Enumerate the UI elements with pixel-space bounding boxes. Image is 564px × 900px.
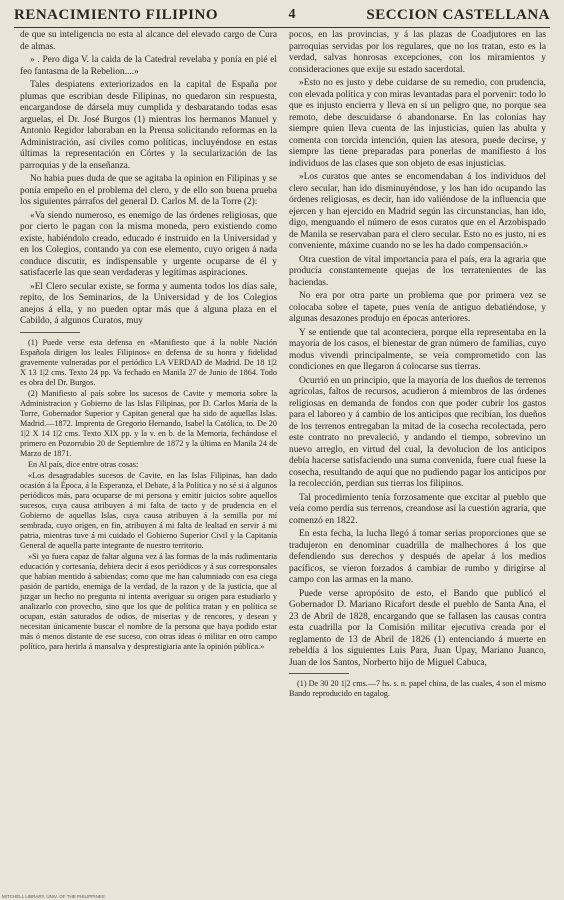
footnote-divider [289, 673, 349, 674]
page-header [14, 3, 550, 28]
paragraph: »Los curatos que antes se encomendaban á los individuos del clero secular, han ido disminuyéndose, y los han ido ocupando las órdenes religiosas, es decir, han ido valiéndose de la influencia que ejercen y han ejercido en Madrid según las circunstancias, han ido, digo, menguando el número de esos curatos que en el Arzobispado de Manila se reservaban para el clero secular. Esto no es justo, ni es conveniente, máxime cuando no se les ha dado compensación.» [289, 172, 546, 251]
paragraph: de que su inteligencia no esta al alcance del elevado cargo de Cura de almas. [20, 30, 277, 52]
paragraph: Ocurrió en un principio, que la mayoría de los dueños de terrenos agrícolas, faltos de recursos, acudieron á miembros de las órdenes religiosas en demanda de fondos con que poder cubrir los gastos para el laboreo y á cambio de los anticipos que recibían, los dueños de los terrenos entregaban la mitad de la cosecha recolectada, pero este contrato no prevaleció, y andando el tiempo, sobrevino un nuevo arreglo, en virtud del cual, la devolucion de los anticipos debía hacerse satisfaciendo una suma convenida, fuere cual fuese la cosecha, resultando de aquí que no pudiendo pagar los anticipos por la recolección, perdian sus tierras los filipinos. [289, 375, 546, 489]
footnote-divider [20, 332, 80, 333]
paragraph: »Esto no es justo y debe cuidarse de su remedio, con prudencia, con elevada política y con miras levantadas para el porvenir: todo lo que es injusto encierra y lleva en sí un peligro que, no porque sea remoto, debe descuidarse ó abandonarse. En las colonias hay siempre quien lleva cuenta de las injusticias, quien las abulta y comenta con torcida intención, quien las atesora, puede decirse, y siempre las tiene preparadas para ponerlas de manifiesto á los individuos de las clases que son objeto de esas injusticias. [289, 78, 546, 169]
footnotes [20, 338, 277, 652]
paragraph: Y se entiende que tal aconteciera, porque ella representaba en la mayoría de los casos, el bienestar de gran número de familias, cuyo modus vivendi principalmente, se veía comprometido con las condiciones en que llegaron á colocarse sus tierras. [289, 327, 546, 372]
paragraph: Otra cuestion de vital importancia para el país, era la agraria que producía constantemente quejas de los terratenientes de las haciendas. [289, 254, 546, 288]
paragraph: »El Clero secular existe, se forma y aumenta todos los días sale, repito, de los Seminarios, de la Universidad y de los Colegios anejos á ella, y no pueden optar más que á alguna plaza en el Cabildo, á algunos Curatos, muy [20, 281, 277, 326]
footnote: (2) Manifiesto al país sobre los sucesos de Cavite y memoria sobre la Administracion y Gobierno de las Islas Filipinas, por D. Carlos María de la Torre, Gobernador Superior y Capitan general que ha sido de aquellas Islas. Madrid.—1872. Imprenta de Gregorio Hernando, Isabel la Católica, to. De 20 1|2 X 14 1|2 cms. Texto XIX pp. y la v. en b. de la Memoria, fechándose el primero en Pozorrubio 20 de Septiembre de 1872 y la última en Manila 24 de Marzo de 1871. [20, 388, 277, 458]
footnote: En Al país, dice entre otras cosas: [28, 459, 139, 469]
paragraph: Puede verse apropósito de esto, el Bando que publicó el Gobernador D. Mariano Ricafort desde el pueblo de Santa Ana, el 23 de Abril de 1828, encargando que se fallasen las causas contra esta cuadrilla por la Comisión militar ejecutiva creada por el reglamento de 13 de Abril de 1826 (1) entenciando á muerte en rebeldía á los siguientes Luis Para, Juan Upay, Mariano Juanco, Juan de los Santos, Norberto hijo de Miguel Cabuca, [289, 588, 546, 668]
left-column [20, 30, 277, 894]
paragraph: Tales despiatens exteriorizados en la capital de España por plumas que escribian desde Filipinas, no quedaron sin respuesta, encargandose de dársela muy cumplida y desbaratando todas esas arguelas, el Dr. José Burgos (1) mientras los hermanos Manuel y Antonio Regidor laboraban en la Prensa solicitando reformas en la Administración, así civiles como políticas, incluyéndose en estas últimas la representación en Córtes y la secularización de las parroquias y de la enseñanza. [20, 80, 277, 171]
paragraph: Tal procedimiento tenía forzosamente que excitar al pueblo que veía como perdía sus terrenos, creandose así la cuestión agraria, que comenzó en 1822. [289, 492, 546, 526]
footnote: (1) De 30 20 1|2 cms.—7 hs. s. n. papel china, de las cuales, 4 son el mismo Bando reproducido en tagalog. [289, 679, 546, 698]
footnote: «Los desagradables sucesos de Cavite, en las Islas Filipinas, han dado ocasión á la Época, á la Esperanza, el Debate, á la Política y no sé si á algunos periódicos más, para ocuparse de mi persona y emitir juicios sobre aquellos sucesos, cuya causa atribuyen á mi falta de tacto y de prudencia en el Gobierno de aquellas Islas, cuya causa atribuyen á la semilla por mí sembrada, cuyo origen, en fin, atribuyen á mi falta de lealtad en servir á mi patria, mientras tuve á mi cuidado el Gobierno Superior Civil y la Capitanía General de aquella parte integrante de nuestro territorio. [20, 470, 277, 550]
header-title: RENACIMIENTO FILIPINO [14, 6, 218, 23]
paragraph: No era por otra parte un problema que por primera vez se colocaba sobre el tapete, pues venía de antiguo debatiéndose, y algunas desazones produjo en épocas anteriores. [289, 291, 546, 324]
header-section: SECCION CASTELLANA [366, 6, 550, 23]
footnote: »Si yo fuera capaz de faltar alguna vez á las formas de la más rudimentaria educación y cortesanía, debiera decir á esos periódicos y á sus corresponsales que habían mentido á sabiendas; como que me han calumniado con esa ciega pasión de partido, enemiga de la verdad, de la razon y de la justicia, que al juzgar un hecho no pregunta ni intenta averiguar su origen para estudiarlo y analizarlo con provecho, sino que los que de política tratan y en política se ocupan, están saturados de odios, de miserias y de rencores, y desean y necesitan únicamente buscar el nombre de la persona que haya podido estar más ó menos distante de ese suceso, con otras ideas ó militar en otro campo político, para herirla á mansalva y desprestigiaria ante la opinión pública.» [20, 551, 277, 651]
paragraph: No habia pues duda de que se agitaba la opinion en Filipinas y se ponía empeño en el problema del clero, y de ello son buena prueba los siguientes párrafos del general D. Carlos M. de la Torre (2): [20, 174, 277, 207]
library-footer: MITCHELL LIBRARY, UNIV. OF THE PHILIPPINES [2, 894, 105, 899]
paragraph: » . Pero diga V. la caida de la Catedral revelaba y ponía en pié el feo fantasma de la Rebelion....» [20, 55, 277, 77]
footnote: (1) Puede verse esta defensa en «Manifiesto que á la noble Nación Española dirigen los leales Filipinos» en defensa de su honra y fidelidad gravemente vulneradas por el periódico LA VERDAD de Madrid. De 18 1|2 X 13 1|2 cms. Texto 24 pp. Va fechado en Manila 27 de Junio de 1864. Todo es obra del Dr. Burgos. [20, 337, 277, 387]
paragraph: pocos, en las provincias, y á las plazas de Coadjutores en las parroquias servidas por los regulares, que no los tratan, esto es la verdad, salvas honrosas excepciones, con los miramientos y consideraciones que exije su estado sacerdotal. [289, 30, 546, 75]
footnotes [289, 679, 546, 699]
paragraph: En esta fecha, la lucha llegó á tomar serias proporciones que se tradujeron en denominar cuadrilla de malhechores á los que defendiendo sus derechos y después de apelar á los medios pacíficos, se vieron forzados á cambiar de rumbo y dirigirse al campo con las armas en la mano. [289, 529, 546, 585]
page-number: 4 [288, 7, 296, 22]
right-column [289, 30, 546, 894]
paragraph: «Va siendo numeroso, es enemigo de las órdenes religiosas, que por cierto le pagan con la misma moneda, pero existiendo como existe, habiéndolo creado, educado é instruido en la Universidad y en los Colegios, contando ya con ese elemento, cuyo origen á nada conduce discutir, es indispensable y urgente ocuparse de él y satisfacerle las que sean verdaderas y legítimas aspiraciones. [20, 210, 277, 278]
text-columns [20, 30, 546, 894]
